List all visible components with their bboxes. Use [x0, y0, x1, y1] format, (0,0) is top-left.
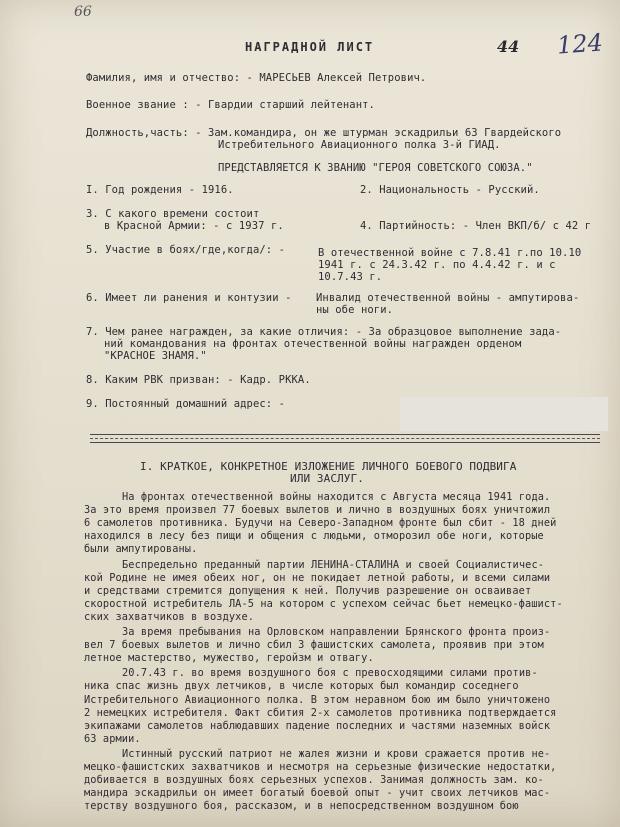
field-nationality: 2. Национальность - Русский. — [360, 184, 540, 196]
body-line: вел 7 боевых вылетов и лично сбил 3 фашистских самолета, проявив при этом — [84, 639, 544, 652]
field-position-line-2: Истребительного Авиационного полка 3-й ГИАД. — [218, 139, 501, 151]
body-line: мецко-фашистских захватчиков и несмотря на серьезные физические недостатки, — [84, 761, 557, 773]
archive-page-number: 66 — [74, 4, 92, 20]
body-line: и средствами стремится допущения к ней. Получив разрешение он осваивает — [84, 584, 532, 597]
body-line: 2 немецких истребителя. Факт сбития 2-х самолетов противника подтверждается — [84, 706, 557, 719]
body-line: кой Родине не имея обеих ног, он не покидает летной работы, и всеми силами — [84, 571, 551, 584]
body-line: За время пребывания на Орловском направлении Брянского фронта произ- — [122, 626, 551, 638]
folio-number: 44 — [497, 37, 520, 56]
body-line: скоростной истребитель ЛА-5 на котором с успехом сейчас бьет немецко-фашист- — [84, 597, 563, 610]
field-awards-line-3: "КРАСНОЕ ЗНАМЯ." — [104, 350, 207, 362]
body-line: На фронтах отечественной войны находится с Августа месяца 1941 года. — [122, 491, 551, 503]
field-army-since-line-1: 3. С какого времени состоит — [86, 208, 260, 220]
divider-line — [90, 442, 600, 443]
body-line: 63 армии. — [84, 732, 141, 745]
field-wounds-label: 6. Имеет ли ранения и контузии - — [86, 292, 292, 304]
document-title: НАГРАДНОЙ ЛИСТ — [245, 40, 375, 54]
field-rank: Военное звание : - Гвардии старший лейтенант. — [86, 99, 375, 111]
field-address: 9. Постоянный домашний адрес: - — [86, 398, 286, 410]
field-awards-line-2: ний командования на фронтах отечественной войны награжден орденом — [104, 338, 522, 350]
field-wounds-line-1: Инвалид отечественной войны - ампутирова- — [316, 292, 580, 304]
field-battles-line-3: 10.7.43 г. — [318, 271, 383, 283]
field-army-since-line-2: в Красной Армии: - с 1937 г. — [104, 220, 284, 232]
nomination-line: ПРЕДСТАВЛЯЕТСЯ К ЗВАНИЮ "ГЕРОЯ СОВЕТСКОГО СОЮЗА." — [218, 162, 533, 174]
body-line: были ампутированы. — [84, 543, 198, 556]
body-line: терству воздушного боя, рассказом, и в непосредственном воздушном бою — [84, 800, 519, 813]
field-party: 4. Партийность: - Член ВКП/б/ с 42 г — [360, 220, 592, 232]
field-battles-label: 5. Участие в боях/где,когда/: - — [86, 244, 286, 256]
field-birth-year: I. Год рождения - 1916. — [86, 184, 234, 196]
section-title-line-1: I. КРАТКОЕ, КОНКРЕТНОЕ ИЗЛОЖЕНИЕ ЛИЧНОГО БОЕВОГО ПОДВИГА — [140, 460, 517, 473]
field-name: Фамилия, имя и отчество: - МАРЕСЬЕВ Алексей Петрович. — [86, 72, 427, 84]
body-line: ника спас жизнь двух летчиков, в числе которых был командир соседнего — [84, 680, 519, 693]
body-line: ских захватчиков в воздухе. — [84, 610, 255, 623]
body-line: мандира эскадрильи он имеет богатый боевой опыт - учит своих летчиков мас- — [84, 787, 551, 800]
body-line: летное мастерство, мужество, геройзм и отвагу. — [84, 652, 374, 665]
section-title-line-2: ИЛИ ЗАСЛУГ. — [290, 472, 364, 485]
field-rvk: 8. Каким РВК призван: - Кадр. РККА. — [86, 374, 311, 386]
field-battles-line-1: В отечественной войне с 7.8.41 г.по 10.10 — [318, 247, 582, 259]
body-line: За это время произвел 77 боевых вылетов и лично в воздушных боях уничтожил — [84, 504, 551, 517]
body-line: Беспредельно преданный партии ЛЕНИНА-СТАЛИНА и своей Социалистичес- — [122, 558, 545, 571]
body-line: находился в лесу без пищи и общения с людьми, отморозил обе ноги, которые — [84, 530, 544, 543]
divider-line — [90, 434, 600, 435]
redacted-address-area — [400, 397, 608, 431]
body-line: экипажами самолетов наблюдавших падение последних и частями наземных войск — [84, 719, 551, 732]
field-position-line-1: Должность,часть: - Зам.командира, он же штурман эскадрильи 63 Гвардейского — [86, 127, 562, 139]
field-battles-line-2: 1941 г. с 24.3.42 г. по 4.4.42 г. и с — [318, 259, 556, 271]
body-line: Истинный русский патриот не жалея жизни и крови сражается против не- — [122, 747, 551, 760]
body-line: Истребительного Авиационного полка. В этом неравном бою им было уничтожено — [84, 693, 551, 706]
field-awards-line-1: 7. Чем ранее награжден, за какие отличия: - За образцовое выполнение зада- — [86, 326, 562, 338]
field-wounds-line-2: ны обе ноги. — [316, 304, 394, 316]
divider-line — [90, 438, 600, 439]
handwritten-sheet-number: 124 — [556, 28, 604, 60]
body-line: 6 самолетов противника. Будучи на Северо-Западном фронте был сбит - 18 дней — [84, 517, 557, 530]
body-line: добивается в воздушных боях серьезных успехов. Занимая должность зам. ко- — [84, 774, 544, 787]
body-line: 20.7.43 г. во время воздушного боя с превосходящими силами против- — [122, 667, 538, 680]
